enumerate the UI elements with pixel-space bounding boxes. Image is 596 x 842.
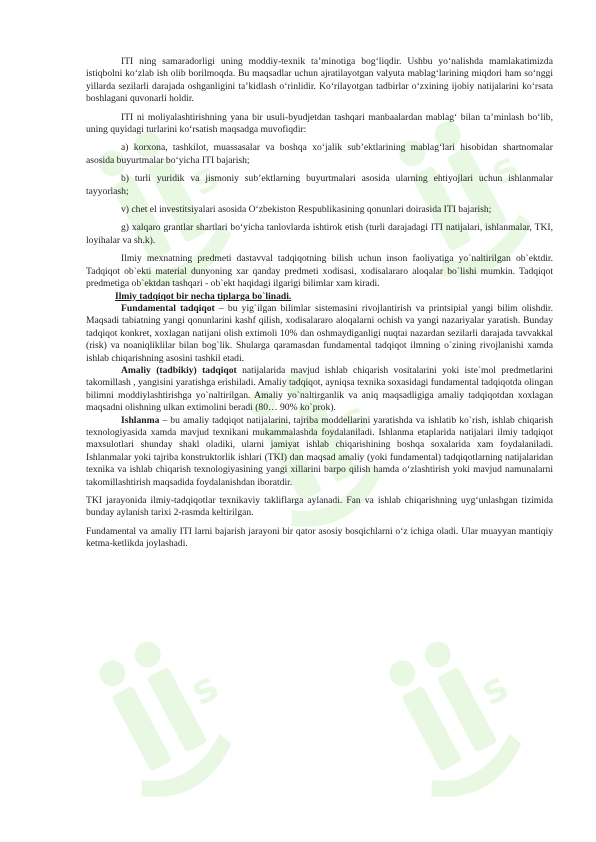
svg-text:s: s — [183, 153, 226, 205]
svg-text:s: s — [473, 663, 516, 715]
term-fundamental: Fundamental tadqiqot — [121, 302, 215, 314]
list-item-b: b) turli yuridik va jismoniy sub’ektlarning buyurtmalari asosida ularning ehtiyojlari uchun ishlanmalar tayyorlash; — [86, 173, 553, 197]
paragraph-development — [86, 415, 553, 489]
watermark-logo-bottom-left — [70, 600, 270, 810]
paragraph-fundamental-research — [86, 303, 553, 365]
term-applied: Amaliy (tadbikiy) tadqiqot — [121, 364, 237, 376]
list-item-a: a) korxona, tashkilot, muassasalar va boshqa xo‘jalik sub’ektlarining mablag‘lari hisobidan shartnomalar asosida buyurtmalar bo‘yicha ITI bajarish; — [86, 142, 553, 166]
list-item-v: v) chet el investitsiyalari asosida O‘zbekiston Respublikasining qonunlari doirasida ITI bajarish; — [121, 204, 492, 216]
section-heading-research-types: Ilmiy tadqiqot bir necha tiplarga bo`linadi. — [115, 290, 292, 302]
paragraph-iti-efficiency: ITI ning samaradorligi uning moddiy-texnik ta’minotiga bog‘liqdir. Ushbu yo‘nalishda mamlakatimizda istiqbolni ko‘zlab ish olib borilmoqda. Bu maqsadlar uchun ajratilayotgan valyuta mablag‘larining miqdori ham so‘nggi yillarda sezilarli darajada oshganligini ta’kidlash o‘rinlidir. Ko‘rilayotgan tadbirlar o‘zxining ijobiy natijalarini ko‘rsata boshlagani quvonarli holdir. — [86, 56, 553, 105]
applied-definition: natijalarida mavjud ishlab chiqarish vositalarini yoki iste`mol predmetlarini takomillash , yangisini yaratishga erishiladi. Amaliy tadqiqot, ayniqsa texnika soxasidagi fundamental tadqiqotda olingan bilimni moddiylashtirishga yo`naltirilgan. Amaliy yo`naltirganlik va aniq maqsadligiga amaliy tadqiqotdan xoxlagan maqsadni olishning ulkan extimolini beradi (80… 90% ko`prok). — [86, 364, 553, 414]
paragraph-funding-methods: ITI ni moliyalashtirishning yana bir usuli-byudjetdan tashqari manbaalardan mablag‘ bilan ta’minlash bo‘lib, uning quyidagi turlarini ko‘rsatish maqsadga muvofiqdir: — [86, 111, 553, 136]
paragraph-tki-process: TKI jarayonida ilmiy-tadqiqotlar texnikaviy takliflarga aylanadi. Fan va ishlab chiqarishning uyg‘unlashgan tizimida bunday aylanish tarixi 2-rasmda keltirilgan. — [86, 495, 553, 519]
document-body — [86, 56, 553, 557]
list-item-g: g) xalqaro grantlar shartlari bo‘yicha tanlovlarda ishtirok etish (turli darajadagi ITI natijalari, ishlanmalar, TKI, loyihalar va sh.k). — [86, 222, 553, 246]
watermark-logo-bottom-right — [360, 600, 560, 810]
paragraph-iti-stages: Fundamental va amaliy ITI larni bajarish jarayoni bir qator asosiy bosqichlarni o‘z ichiga oladi. Ular muayyan mantiqiy ketma-ketlikda joylashadi. — [86, 525, 553, 550]
paragraph-research-subject: Ilmiy mexnatning predmeti dastavval tadqiqotning bilish uchun inson faoliyatiga yo`naltirilgan ob`ektdir. Tadqiqot ob`ekti material dunyoning xar qanday predmeti xodisasi, xodisalararo aloqalar bo`lishi mumkin. Tadqiqot predmetiga ob`ektdan tashqari - ob`ekt haqidagi ilgarigi bilimlar xam kiradi. — [86, 253, 553, 290]
svg-text:s: s — [483, 143, 526, 195]
paragraph-applied-research — [86, 365, 553, 415]
development-definition: – bu amaliy tadqiqot natijalarini, tajriba moddellarini yaratishda va ishlatib ko`rish, ishlab chiqarish texnologiyasida xamda mavjud texnikani mukammalashda foydalaniladi. Ishlanma etaplarida natijalari ilmiy tadqiqot maxsulotlari shunday shakl oladiki, ularni jamiyat ishlab chiqarishining boshqa soxalarida xam foydalaniladi. Ishlanmalar yoki tajriba konstruktorlik ishlari (TKI) dan maqsad amaliy (yoki fundamental) tadqiqotlarning natijalaridan texnika va ishlab chiqarish texnologiyasining yangi xillarini barpo qilish hamda o‘zlashtirish yoki mavjud namunalarni takomillashtirish maqsadida foydalanishdan iboratdir. — [86, 414, 553, 488]
svg-text:s: s — [333, 393, 376, 445]
term-development: Ishlanma — [121, 414, 160, 426]
fundamental-definition: – bu yig`ilgan bilimlar sistemasini rivojlantirish va printsipial yangi bilim olishdir. Maqsadi tabiatning yangi qonunlarini kashf qilish, xodisalararo aloqalarni ochish va yangi nazariyalar yaratish. Bunday tadqiqot konkret, xoxlagan natijani olish extimoli 10% dan oshmaydiganligi nuqtai nazardan sezilarli darajada tavvakkal (risk) va noaniqliklilar bilan bog`lik. Shularga qaramasdan fundamental tadqiqot ilmning o`zining rivojlanishi xamda ishlab chiqarishning asosini tashkil etadi. — [86, 302, 553, 364]
svg-text:s: s — [183, 663, 226, 715]
